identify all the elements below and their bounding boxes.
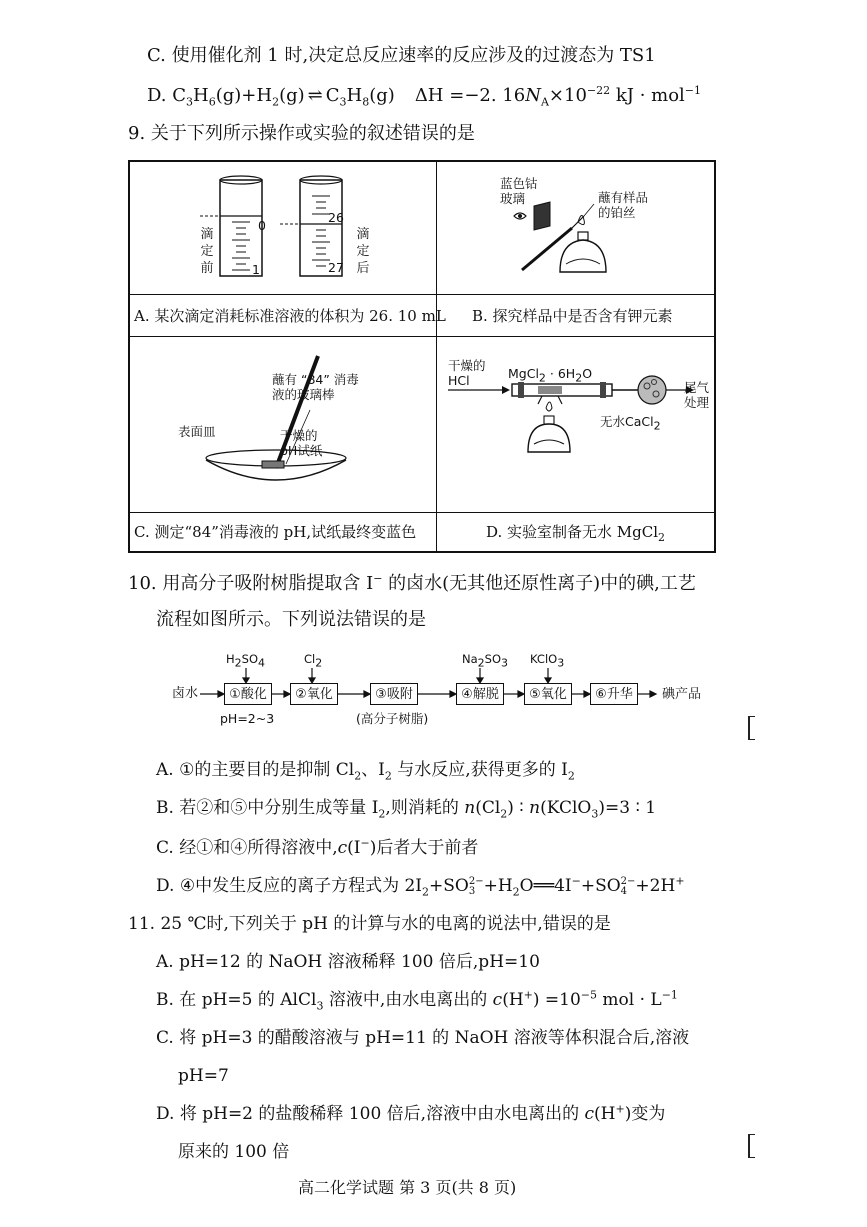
margin-bracket xyxy=(748,716,755,740)
flow-step-6: ⑥升华 xyxy=(590,683,638,705)
burette-tick-26: 26 xyxy=(328,210,344,225)
q8-option-c: C. 使用催化剂 1 时,决定总反应速率的反应涉及的过渡态为 TS1 xyxy=(147,45,656,66)
flow-reagent-h2so4: $H_2SO_4$ xyxy=(226,652,266,670)
q10-option-c: C. 经①和④所得溶液中,c(I−)后者大于前者 xyxy=(156,836,479,858)
q10-option-a: A. ①的主要目的是抑制 $Cl_2$、$I_2$ 与水反应,获得更多的 $I_2$ xyxy=(156,760,575,783)
flow-reagent-cl2: $Cl_2$ xyxy=(304,652,323,670)
q11-stem: 11. 25 ℃时,下列关于 pH 的计算与水的电离的说法中,错误的是 xyxy=(128,914,611,934)
q9-caption-c: C. 测定“84”消毒液的 pH,试纸最终变蓝色 xyxy=(134,523,417,541)
flow-ph-condition: pH=2~3 xyxy=(220,711,275,726)
label-anhydrous-cacl2: 无水CaCl$_2$ xyxy=(600,414,661,433)
label-before-titration: 滴定前 xyxy=(200,227,214,276)
flow-resin-note: (高分子树脂) xyxy=(356,711,429,726)
q9-table xyxy=(128,160,716,553)
label-ph-paper: 干燥的 pH试纸 xyxy=(280,428,323,458)
label-mgcl2-hydrate: MgCl$_2$ · $6H_2O$ xyxy=(508,366,593,385)
q10-stem-line2: 流程如图所示。下列说法错误的是 xyxy=(156,609,426,630)
q9-caption-d: D. 实验室制备无水 MgCl$_2$ xyxy=(486,523,666,544)
flow-step-5: ⑤氧化 xyxy=(524,683,572,705)
q11-option-b: B. 在 pH=5 的 AlCl$_3$ 溶液中,由水电离出的 $c(H^+) =10^{-5}$ mol · $L^{-1}$ xyxy=(156,988,678,1013)
q10-stem-line1: 10. 用高分子吸附树脂提取含 I− 的卤水(无其他还原性离子)中的碘,工艺 xyxy=(128,572,696,594)
label-dry-hcl: 干燥的 HCl xyxy=(448,358,486,388)
label-glass-rod: 蘸有 “84” 消毒 液的玻璃棒 xyxy=(272,372,359,402)
label-platinum-wire: 蘸有样品 的铂丝 xyxy=(598,190,649,220)
burette-tick-1: 1 xyxy=(252,262,260,277)
margin-bracket-lower xyxy=(748,1134,755,1158)
q9-stem: 9. 关于下列所示操作或实验的叙述错误的是 xyxy=(128,123,475,144)
flow-step-4: ④解脱 xyxy=(456,683,504,705)
q11-option-c-line2: pH=7 xyxy=(178,1066,229,1086)
q8-option-d: D. $C_3H_6(g)+H_2(g)$ ⇌ $C_3H_8(g)$ ΔH =−2. $16N_A\times 10^{-22}$ kJ · mol$^{-1}$ xyxy=(147,84,702,109)
label-watch-glass: 表面皿 xyxy=(178,424,216,439)
label-tail-gas: 尾气 处理 xyxy=(684,380,710,410)
burette-tick-27: 27 xyxy=(328,260,344,275)
label-cobalt-glass: 蓝色钴 玻璃 xyxy=(500,176,538,206)
flow-start-brine: 卤水 xyxy=(172,686,199,701)
q9-caption-b: B. 探究样品中是否含有钾元素 xyxy=(472,307,673,325)
label-after-titration: 滴定后 xyxy=(356,227,370,276)
flow-step-1: ①酸化 xyxy=(224,683,272,705)
q10-option-b: B. 若②和⑤中分别生成等量 $I_2$,则消耗的 $n(Cl_2)$ ∶ n(KClO$_3$)=3 ∶ 1 xyxy=(156,798,657,821)
flow-step-3: ③吸附 xyxy=(370,683,418,705)
page-footer: 高二化学试题 第 3 页(共 8 页) xyxy=(298,1178,517,1197)
q11-option-a: A. pH=12 的 NaOH 溶液稀释 100 倍后,pH=10 xyxy=(156,952,540,972)
q11-option-c-line1: C. 将 pH=3 的醋酸溶液与 pH=11 的 NaOH 溶液等体积混合后,溶液 xyxy=(156,1028,690,1048)
q10-option-d: D. ④中发生反应的离子方程式为 $2I_2+SO$ 2− 3 $+H_2O══4I^-+SO$ 2− 4 +2H+ xyxy=(156,874,685,899)
burette-tick-0: 0 xyxy=(258,218,266,233)
flow-reagent-kclo3: KClO$_3$ xyxy=(530,652,565,670)
q11-option-d-line1: D. 将 pH=2 的盐酸稀释 100 倍后,溶液中由水电离出的 c(H+)变为 xyxy=(156,1102,666,1124)
q9-caption-a: A. 某次滴定消耗标准溶液的体积为 26. 10 mL xyxy=(134,307,446,325)
ph-test-figure xyxy=(190,348,390,488)
flow-reagent-na2so3: $Na_2SO_3$ xyxy=(462,652,509,670)
q11-option-d-line2: 原来的 100 倍 xyxy=(178,1142,290,1162)
flow-end-iodine: 碘产品 xyxy=(662,687,702,702)
flow-step-2: ②氧化 xyxy=(290,683,338,705)
